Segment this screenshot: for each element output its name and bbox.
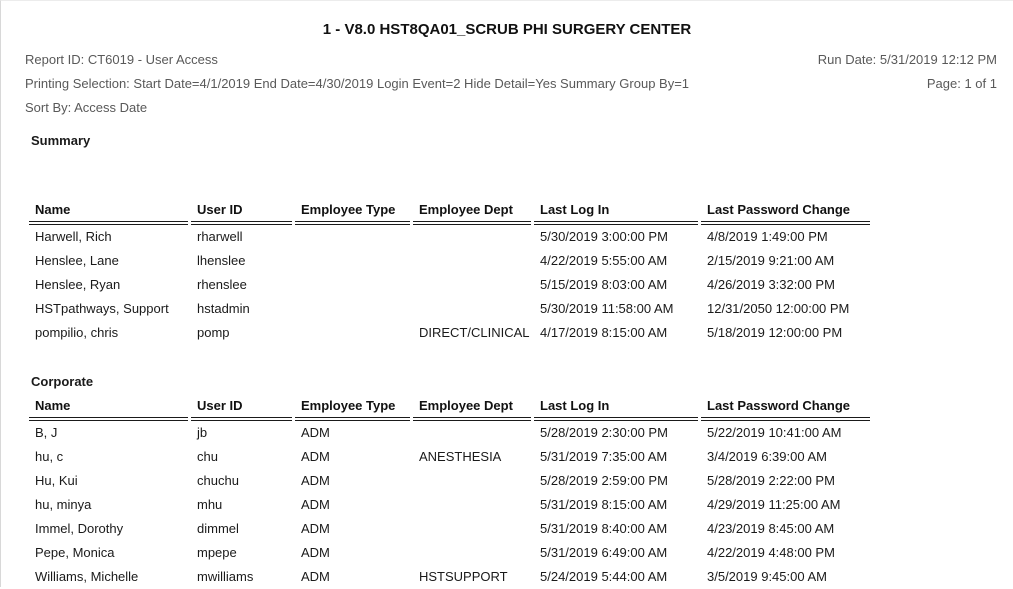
- cell-user-id: rhenslee: [197, 277, 247, 292]
- cell-name: Henslee, Ryan: [35, 277, 121, 292]
- cell-name: Harwell, Rich: [35, 229, 112, 244]
- cell-last-log-in: 5/31/2019 8:15:00 AM: [540, 497, 668, 512]
- cell-user-id: lhenslee: [197, 253, 246, 268]
- column-header-last-log-in: Last Log In: [534, 201, 698, 225]
- report-section-summary: [26, 133, 1013, 345]
- cell-last-password-change: 12/31/2050 12:00:00 PM: [707, 301, 850, 316]
- cell-last-password-change: 4/22/2019 4:48:00 PM: [707, 545, 835, 560]
- run-date: Run Date: 5/31/2019 12:12 PM: [817, 52, 997, 67]
- cell-employee-dept: [413, 541, 531, 565]
- cell-employee-dept: [413, 273, 531, 297]
- cell-employee-dept: [413, 421, 531, 445]
- cell-employee-type: ADM: [301, 473, 330, 488]
- column-header-last-password-change: Last Password Change: [701, 397, 870, 421]
- cell-employee-dept: [413, 225, 531, 249]
- cell-employee-dept: [413, 297, 531, 321]
- cell-last-log-in: 5/31/2019 6:49:00 AM: [540, 545, 668, 560]
- cell-last-log-in: 4/22/2019 5:55:00 AM: [540, 253, 668, 268]
- cell-name: Pepe, Monica: [35, 545, 115, 560]
- page-number: Page: 1 of 1: [926, 76, 997, 91]
- column-header-employee-dept: Employee Dept: [413, 397, 531, 421]
- cell-user-id: rharwell: [197, 229, 243, 244]
- cell-last-password-change: 3/4/2019 6:39:00 AM: [707, 449, 827, 464]
- column-header-user-id: User ID: [191, 201, 292, 225]
- table-header-row: [29, 201, 870, 225]
- user-access-table: [26, 201, 873, 345]
- cell-user-id: dimmel: [197, 521, 239, 536]
- cell-employee-dept: DIRECT/CLINICAL: [419, 325, 530, 340]
- meta-row-1: [25, 48, 997, 72]
- column-header-employee-type: Employee Type: [295, 397, 410, 421]
- cell-last-password-change: 5/28/2019 2:22:00 PM: [707, 473, 835, 488]
- report-sections: [1, 133, 1013, 589]
- table-row: [29, 225, 870, 249]
- cell-name: hu, minya: [35, 497, 92, 512]
- cell-name: Williams, Michelle: [35, 569, 139, 584]
- sort-by: Sort By: Access Date: [25, 100, 148, 115]
- cell-name: Immel, Dorothy: [35, 521, 124, 536]
- cell-user-id: chuchu: [197, 473, 239, 488]
- cell-last-password-change: 4/26/2019 3:32:00 PM: [707, 277, 835, 292]
- cell-last-password-change: 4/29/2019 11:25:00 AM: [707, 497, 841, 512]
- table-row: [29, 273, 870, 297]
- cell-name: hu, c: [35, 449, 64, 464]
- cell-last-log-in: 5/28/2019 2:30:00 PM: [540, 425, 668, 440]
- cell-last-password-change: 5/18/2019 12:00:00 PM: [707, 325, 843, 340]
- cell-last-log-in: 5/28/2019 2:59:00 PM: [540, 473, 668, 488]
- cell-last-log-in: 5/24/2019 5:44:00 AM: [540, 569, 668, 584]
- cell-employee-type: [295, 225, 410, 249]
- column-header-name: Name: [29, 201, 188, 225]
- table-row: [29, 493, 870, 517]
- table-row: [29, 249, 870, 273]
- page-title: 1 - V8.0 HST8QA01_SCRUB PHI SURGERY CENTER: [322, 21, 692, 38]
- table-row: [29, 421, 870, 445]
- cell-user-id: jb: [197, 425, 208, 440]
- cell-employee-type: [295, 273, 410, 297]
- cell-name: HSTpathways, Support: [35, 301, 169, 316]
- printing-selection: Printing Selection: Start Date=4/1/2019 End Date=4/30/2019 Login Event=2 Hide Detail=Yes Summary Group By=1: [25, 76, 690, 91]
- table-row: [29, 541, 870, 565]
- column-header-name: Name: [29, 397, 188, 421]
- table-row: [29, 297, 870, 321]
- report-meta: [1, 48, 1013, 120]
- table-row: [29, 321, 870, 345]
- cell-last-log-in: 5/30/2019 3:00:00 PM: [540, 229, 668, 244]
- column-header-user-id: User ID: [191, 397, 292, 421]
- section-heading-summary: Summary: [31, 133, 91, 148]
- report-id: Report ID: CT6019 - User Access: [25, 52, 218, 67]
- cell-last-password-change: 4/23/2019 8:45:00 AM: [707, 521, 835, 536]
- cell-employee-type: ADM: [301, 569, 330, 584]
- cell-employee-type: ADM: [301, 425, 330, 440]
- table-row: [29, 445, 870, 469]
- cell-name: B, J: [35, 425, 58, 440]
- column-header-employee-type: Employee Type: [295, 201, 410, 225]
- cell-last-password-change: 2/15/2019 9:21:00 AM: [707, 253, 835, 268]
- cell-user-id: hstadmin: [197, 301, 250, 316]
- cell-employee-dept: HSTSUPPORT: [419, 569, 508, 584]
- cell-last-password-change: 3/5/2019 9:45:00 AM: [707, 569, 827, 584]
- cell-employee-dept: [413, 249, 531, 273]
- column-header-last-password-change: Last Password Change: [701, 201, 870, 225]
- cell-last-log-in: 5/31/2019 8:40:00 AM: [540, 521, 668, 536]
- cell-employee-type: [295, 297, 410, 321]
- cell-user-id: chu: [197, 449, 218, 464]
- cell-name: Hu, Kui: [35, 473, 78, 488]
- cell-name: pompilio, chris: [35, 325, 119, 340]
- column-header-employee-dept: Employee Dept: [413, 201, 531, 225]
- meta-row-3: [25, 96, 997, 120]
- cell-last-log-in: 5/15/2019 8:03:00 AM: [540, 277, 668, 292]
- cell-last-password-change: 5/22/2019 10:41:00 AM: [707, 425, 842, 440]
- cell-user-id: mpepe: [197, 545, 237, 560]
- meta-row-2: [25, 72, 997, 96]
- cell-employee-dept: ANESTHESIA: [419, 449, 502, 464]
- cell-employee-dept: [413, 469, 531, 493]
- cell-name: Henslee, Lane: [35, 253, 119, 268]
- cell-user-id: mwilliams: [197, 569, 254, 584]
- table-row: [29, 565, 870, 589]
- cell-employee-type: ADM: [301, 497, 330, 512]
- cell-last-log-in: 5/30/2019 11:58:00 AM: [540, 301, 674, 316]
- table-row: [29, 517, 870, 541]
- cell-last-log-in: 5/31/2019 7:35:00 AM: [540, 449, 668, 464]
- section-heading-corporate: Corporate: [31, 374, 94, 389]
- cell-employee-dept: [413, 493, 531, 517]
- cell-user-id: pomp: [197, 325, 230, 340]
- cell-employee-type: ADM: [301, 521, 330, 536]
- column-header-last-log-in: Last Log In: [534, 397, 698, 421]
- cell-last-log-in: 4/17/2019 8:15:00 AM: [540, 325, 668, 340]
- cell-employee-dept: [413, 517, 531, 541]
- cell-employee-type: [295, 249, 410, 273]
- table-header-row: [29, 397, 870, 421]
- cell-user-id: mhu: [197, 497, 223, 512]
- report-section-corporate: [26, 374, 1013, 589]
- cell-employee-type: ADM: [301, 449, 330, 464]
- cell-employee-type: [295, 321, 410, 345]
- user-access-table: [26, 397, 873, 589]
- table-row: [29, 469, 870, 493]
- cell-employee-type: ADM: [301, 545, 330, 560]
- cell-last-password-change: 4/8/2019 1:49:00 PM: [707, 229, 828, 244]
